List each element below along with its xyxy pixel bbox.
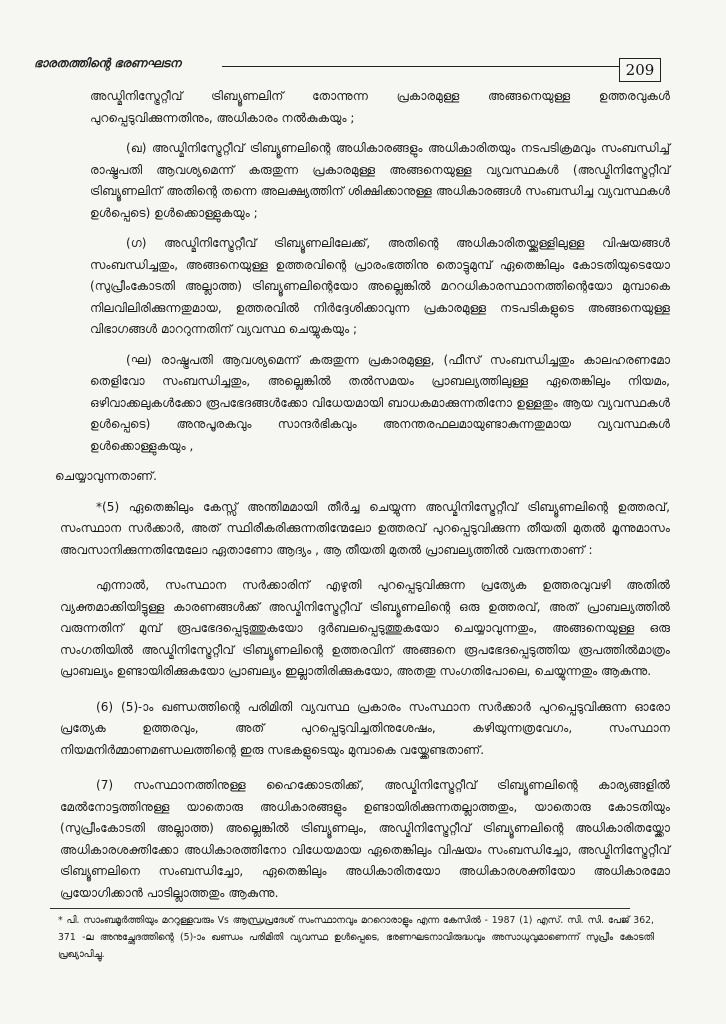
clause-ga: (ഗ) അഡ്മിനിസ്ട്രേറ്റീവ് ട്രിബ്യൂണലിലേക്ക്, അതിന്റെ അധികാരിതയ്ക്കുള്ളിലുള്ള വിഷയങ്ങൾ സംബന്ധിച്ചതും, അങ്ങനെയുള്ള ഉത്തരവിന്റെ പ്രാരംഭത്തിനു തൊട്ടുമുമ്പ് ഏതെങ്കിലും കോടതിയുടെയോ (സുപ്രീംകോടതി അല്ലാത്ത) ട്രിബ്യൂണലിന്റെയോ അല്ലെങ്കിൽ മററധികാരസ്ഥാനത്തിന്റെയോ മുമ്പാകെ നിലവിലിരിക്കുന്നതുമായ, ഉത്തരവിൽ നിർദ്ദേശിക്കാവുന്ന പ്രകാരമുള്ള നടപടികളുടെ അങ്ങനെയുള്ള വിഭാഗങ്ങൾ മാററുന്നതിന് വ്യവസ്ഥ ചെയ്യുകയും ; bbox=[90, 236, 670, 336]
clause-ka-continuation: അഡ്മിനിസ്ട്രേറ്റീവ് ട്രിബ്യൂണലിന് തോന്നുന്ന പ്രകാരമുള്ള അങ്ങനെയുള്ള ഉത്തരവുകൾ പുറപ്പെടുവിക്കുന്നതിനും, അധികാരം നൽകുകയും ; bbox=[90, 89, 670, 125]
clause-5-proviso: എന്നാൽ, സംസ്ഥാന സർക്കാരിന് എഴുതി പുറപ്പെടുവിക്കുന്ന പ്രത്യേക ഉത്തരവുവഴി അതിൽ വ്യക്തമാക്കിയിട്ടുള്ള കാരണങ്ങൾക്ക് അഡ്മിനിസ്ട്രേറ്റീവ് ട്രിബ്യൂണലിന്റെ ഒരു ഉത്തരവ്, അത് പ്രാബല്യത്തിൽ വരുന്നതിന് മുമ്പ് രൂപഭേദപ്പെടുത്തുകയോ ദുർബലപ്പെടുത്തുകയോ ചെയ്യാവുന്നതും, അങ്ങനെയുള്ള ഒരു സംഗതിയിൽ അഡ്മിനിസ്ട്രേറ്റീവ് ട്രിബ്യൂണലിന്റെ ഉത്തരവിന് അങ്ങനെ രൂപഭേദപ്പെടുത്തിയ രൂപത്തിൽമാത്രം പ്രാബല്യം ഉണ്ടായിരിക്കുകയോ പ്രാബല്യം ഇല്ലാതിരിക്കുകയോ, അതതു സംഗതിപോലെ, ചെയ്യുന്നതും ആകുന്നു. bbox=[60, 578, 670, 678]
page-number: 209 bbox=[619, 58, 661, 82]
clause-5: *(5) ഏതെങ്കിലും കേസ്സ് അന്തിമമായി തീർച്ച ചെയ്യുന്ന അഡ്മിനിസ്ട്രേറ്റീവ് ട്രിബ്യൂണലിന്റെ ഉത്തരവ്, സംസ്ഥാന സർക്കാർ, അത് സ്ഥിരീകരിക്കുന്നതിന്മേലോ ഉത്തരവ് പുറപ്പെടുവിക്കുന്ന തീയതി മുതൽ മൂന്നുമാസം അവസാനിക്കുന്നതിന്മേലോ ഏതാണോ ആദ്യം , ആ തീയതി മുതൽ പ്രാബല്യത്തിൽ വരുന്നതാണ് : bbox=[60, 499, 670, 557]
book-title: ഭാരതത്തിന്റെ ഭരണഘടന bbox=[34, 56, 181, 70]
footnote-rule bbox=[50, 908, 630, 909]
clause-closing-line: ചെയ്യാവുന്നതാണ്. bbox=[55, 469, 158, 483]
clause-kha: (ഖ) അഡ്മിനിസ്ട്രേറ്റീവ് ട്രിബ്യൂണലിന്റെ അധികാരങ്ങളും അധികാരിതയും നടപടിക്രമവും സംബന്ധിച്ച് രാഷ്ട്രപതി ആവശ്യമെന്ന് കരുതുന്ന പ്രകാരമുള്ള അങ്ങനെയുള്ള വ്യവസ്ഥകൾ (അഡ്മിനിസ്ട്രേറ്റീവ് ട്രിബ്യൂണലിന് അതിന്റെ തന്നെ അലക്ഷ്യത്തിന് ശിക്ഷിക്കാനുള്ള അധികാരങ്ങൾ സംബന്ധിച്ച വ്യവസ്ഥകൾ ഉൾപ്പെടെ) ഉൾക്കൊള്ളുകയും ; bbox=[90, 141, 670, 220]
clause-7: (7) സംസ്ഥാനത്തിനുള്ള ഹൈക്കോടതിക്ക്, അഡ്മിനിസ്ട്രേറ്റീവ് ട്രിബ്യൂണലിന്റെ കാര്യങ്ങളിൽ മേൽനോട്ടത്തിനുള്ള യാതൊരു അധികാരങ്ങളും ഉണ്ടായിരിക്കുന്നതല്ലാത്തതും, യാതൊരു കോടതിയും (സുപ്രീംകോടതി അല്ലാത്ത) അല്ലെങ്കിൽ ട്രിബ്യൂണലും, അഡ്മിനിസ്ട്രേറ്റീവ് ട്രിബ്യൂണലിന്റെ അധികാരിതയ്ക്കോ അധികാരശക്തിക്കോ അധികാരത്തിനോ വിധേയമായ ഏതെങ്കിലും വിഷയം സംബന്ധിച്ചോ, അഡ്മിനിസ്ട്രേറ്റീവ് ട്രിബ്യൂണലിനെ സംബന്ധിച്ചോ, ഏതെങ്കിലും അധികാരിതയോ അധികാരശക്തിയോ അധികാരമോ പ്രയോഗിക്കാൻ പാടില്ലാത്തതും ആകുന്നു. bbox=[60, 778, 670, 900]
footnote: * പി. സാംബമൂർത്തിയും മററുള്ളവരും Vs ആന്ധ്രപ്രദേശ് സംസ്ഥാനവും മററൊരാളും എന്ന കേസിൽ - 1987 (1) എസ്. സി. സി. പേജ് 362, 371 -ല അനുച്ഛേദത്തിന്റെ (5)-ാം ഖണ്ഡം പരിമിതി വ്യവസ്ഥ ഉൾപ്പെടെ, ഭരണഘടനാവിരുദ്ധവും അസാധുവുമാണെന്ന് സുപ്രീം കോടതി പ്രഖ്യാപിച്ചു. bbox=[58, 915, 654, 960]
running-header bbox=[34, 46, 660, 86]
clause-6: (6) (5)-ാം ഖണ്ഡത്തിന്റെ പരിമിതി വ്യവസ്ഥ പ്രകാരം സംസ്ഥാന സർക്കാർ പുറപ്പെടുവിക്കുന്ന ഓരോ പ്രത്യേക ഉത്തരവും, അത് പുറപ്പെടുവിച്ചതിനുശേഷം, കഴിയുന്നത്രവേഗം, സംസ്ഥാന നിയമനിർമ്മാണമണ്ഡലത്തിന്റെ ഇരു സഭകളുടെയും മുമ്പാകെ വയ്ക്കേണ്ടതാണ്. bbox=[60, 699, 670, 757]
clause-gha: (ഘ) രാഷ്ട്രപതി ആവശ്യമെന്ന് കരുതുന്ന പ്രകാരമുള്ള, (ഫീസ് സംബന്ധിച്ചതും കാലഹരണമോ തെളിവോ സംബന്ധിച്ചതും, അല്ലെങ്കിൽ തൽസമയം പ്രാബല്യത്തിലുള്ള ഏതെങ്കിലും നിയമം, ഒഴിവാക്കലുകൾക്കോ രൂപഭേദങ്ങൾക്കോ വിധേയമായി ബാധകമാക്കുന്നതിനോ ഉള്ളതും ആയ വ്യവസ്ഥകൾ ഉൾപ്പെടെ) അനുപൂരകവും സാന്ദർഭികവും അനന്തരഫലമായുണ്ടാകുന്നതുമായ വ്യവസ്ഥകൾ ഉൾക്കൊള്ളുകയും , bbox=[90, 352, 670, 453]
header-rule bbox=[222, 66, 619, 67]
page-body bbox=[55, 86, 670, 904]
